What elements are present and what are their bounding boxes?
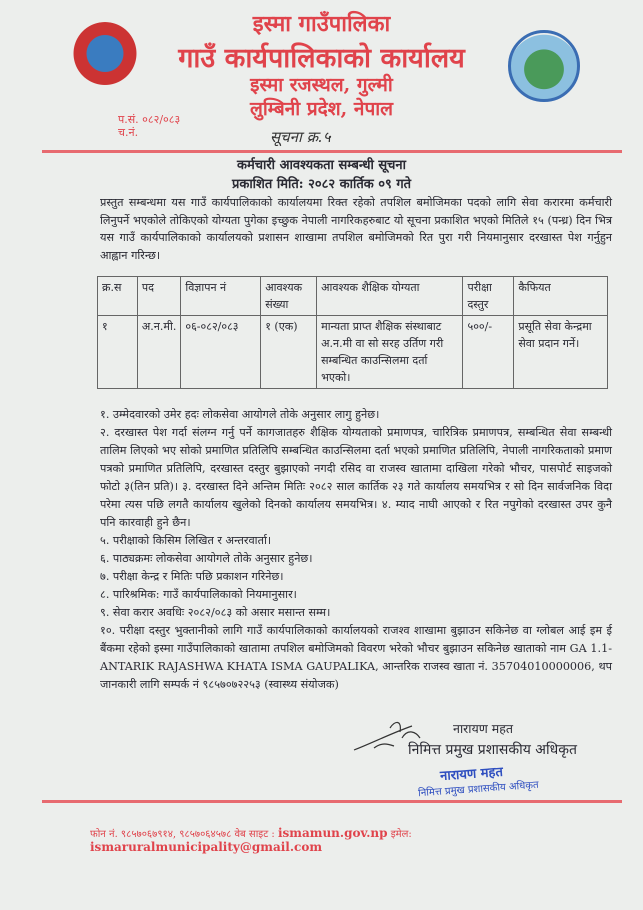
municipality-name: इस्मा गाउँपालिका — [252, 11, 391, 37]
notes-list — [100, 406, 612, 694]
col-header: क्र.स — [98, 277, 138, 316]
cell-remarks: प्रसूति सेवा केन्द्रमा सेवा प्रदान गर्ने। — [514, 316, 608, 389]
address-line1: इस्मा रजस्थल, गुल्मी — [250, 74, 393, 96]
col-header: पद — [137, 277, 180, 316]
note-item: १०. परीक्षा दस्तुर भुक्तानीको लागि गाउँ कार्यपालिकाको कार्यालयको राजश्व शाखामा बुझाउन सकिनेछ वा ग्लोबल आई इम ई बैंकमा रहेको इस्मा गाउँपालिकाको खातामा तपशिल बमोजिमको विवरण भरेको भौचर बुझाउन सकिनेछ खाताको नाम GA 1.1-ANTARIK RAJASHWA KHATA ISMA GAUPALIKA, आन्तरिक राजस्व खाता नं. 35704010000006, थप जानकारी लागि सम्पर्क नं ९८५७०७२२५३ (स्वास्थ्य संयोजक) — [100, 624, 612, 691]
footer-website[interactable]: ismamun.gov.np — [277, 826, 388, 840]
note-item: ६. पाठ्यक्रमः लोकसेवा आयोगले तोके अनुसार हुनेछ। — [100, 552, 313, 565]
footer-phone: फोन नं. ९८५७०६७९१४, ९८५७०६४५७८ — [90, 829, 232, 840]
note-item: ५. परीक्षाको किसिम लिखित र अन्तरवार्ता। — [100, 534, 272, 547]
footer-email-label: इमेल: — [390, 829, 412, 840]
note-item: ९. सेवा करार अवधिः २०८२/०८३ को असार मसान्त सम्म। — [100, 606, 331, 619]
ref-no: प.सं. ०८२/०८३ — [118, 113, 181, 126]
footer-email[interactable]: ismaruralmunicipality@gmail.com — [90, 840, 323, 854]
footer-website-label: वेब साइट : — [234, 829, 275, 840]
notice-heading: कर्मचारी आवश्यकता सम्बन्धी सूचना — [236, 158, 406, 173]
cell-post: अ.न.मी. — [137, 316, 180, 389]
note-item: ७. परीक्षा केन्द्र र मितिः पछि प्रकाशन गरिनेछ। — [100, 570, 284, 583]
signatory-designation: निमित्त प्रमुख प्रशासकीय अधिकृत — [408, 742, 577, 758]
reference-numbers — [118, 113, 180, 139]
col-header: परीक्षा दस्तुर — [463, 277, 514, 316]
cell-fee: ५००/- — [463, 316, 514, 389]
stamp-name: नारायण महत — [439, 764, 504, 785]
col-header: आवश्यक शैक्षिक योग्यता — [317, 277, 463, 316]
note-item: ८. पारिश्रमिक: गाउँ कार्यपालिकाको नियमानुसार। — [100, 588, 297, 601]
col-header: कैफियत — [514, 277, 608, 316]
table-row — [98, 316, 608, 389]
header-divider — [42, 150, 622, 153]
table-header-row — [98, 277, 608, 316]
note-item: २. दरखास्त पेश गर्दा संलग्न गर्नु पर्ने कागजातहरु शैक्षिक योग्यताको प्रमाणपत्र, चारित्रिक प्रमाणपत्र, सम्बन्धित सेवा सम्बन्धी तालिम लिएको भए सोको प्रमाणित प्रतिलिपि सम्बन्धित काउन्सिलमा दर्ता भएको प्रमाणित प्रतिलिपि, नेपाली नागरिकताको प्रमाण पत्रको प्रमाणित प्रतिलिपि, दरखास्त दस्तुर बुझाएको नगदी रसिद वा राजस्व खातामा दाखिला गरेको भौचर, पासपोर्ट साइजको फोटो ३(तिन प्रति)। ३. दरखास्त दिने अन्तिम मितिः २०८२ साल कार्तिक २३ गते कार्यालय समयभित्र र सो दिन सार्वजनिक विदा परेमा त्यस पछि लगतै कार्यालय खुलेको दिनको कार्यालय समयभित्र। ४. म्याद नाघी आएको र रित नपुगेको दरखास्त उपर कुनै पनि कारवाही हुने छैन। — [100, 426, 612, 529]
note-item: १. उम्मेदवारको उमेर हदः लोकसेवा आयोगले तोके अनुसार लागु हुनेछ। — [100, 408, 380, 421]
office-name: गाउँ कार्यपालिकाको कार्यालय — [178, 43, 465, 74]
cell-sn: १ — [98, 316, 138, 389]
notice-number: सूचना क्र.५ — [270, 128, 331, 146]
col-header: आवश्यक संख्या — [261, 277, 317, 316]
cell-count: १ (एक) — [261, 316, 317, 389]
address-line2: लुम्बिनी प्रदेश, नेपाल — [249, 98, 394, 120]
vacancy-table — [97, 276, 608, 389]
cell-ad-no: ०६-०८२/०८३ — [181, 316, 261, 389]
cell-qualification: मान्यता प्राप्त शैक्षिक संस्थाबाट अ.न.मी वा सो सरह उर्तिण गरी सम्बन्धित काउन्सिलमा दर्ता भएको। — [317, 316, 463, 389]
published-date: प्रकाशित मिति: २०८२ कार्तिक ०९ गते — [231, 177, 412, 192]
col-header: विज्ञापन नं — [181, 277, 261, 316]
signatory-name: नारायण महत — [453, 721, 514, 736]
stamp-designation: निमित्त प्रमुख प्रशासकीय अधिकृत — [417, 779, 540, 800]
footer-contact — [90, 826, 610, 854]
dispatch-no: च.नं. — [118, 126, 139, 139]
footer-divider — [42, 800, 622, 803]
notice-intro: प्रस्तुत सम्बन्धमा यस गाउँ कार्यपालिकाको कार्यालयमा रिक्त रहेको तपशिल बमोजिमका पदको लागि सेवा करारमा कर्मचारी लिनुपर्ने भएकोले तोकिएको योग्यता पुगेका इच्छुक नेपाली नागरिकहरुबाट यो सूचना प्रकाशित भएको मितिले १५ (पन्ध्र) दिन भित्र यस गाउँ कार्यपालिकाको कार्यालयको प्रशासन शाखामा तपशिल बमोजिमको रित पुरा गरी नियमानुसार दरखास्त पेश गर्नुहुन आह्वान गरिन्छ। — [100, 196, 612, 262]
